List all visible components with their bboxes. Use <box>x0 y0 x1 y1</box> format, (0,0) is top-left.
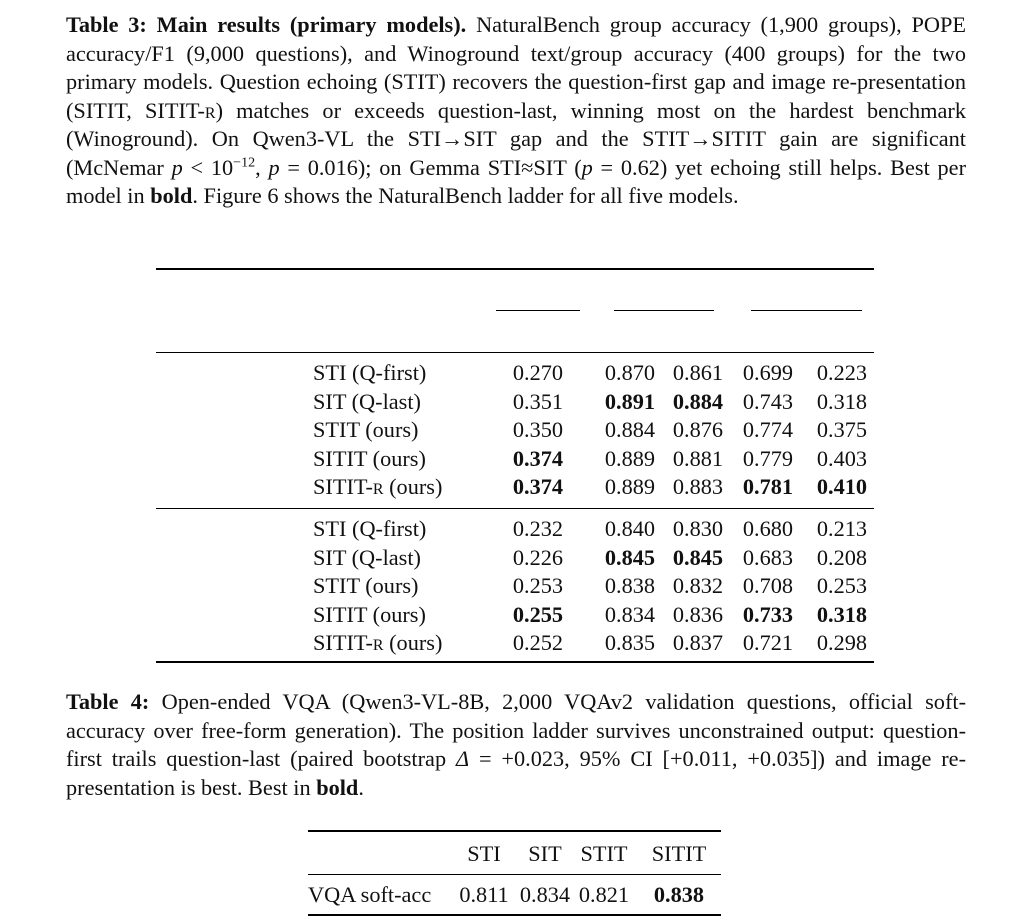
table3-cell: 0.375 <box>816 417 868 443</box>
table3-cell: 0.410 <box>816 474 868 500</box>
table3-cell: 0.837 <box>672 630 724 656</box>
table3-header-rule <box>156 352 874 353</box>
table3-cell: 0.270 <box>512 360 564 385</box>
table3-cell: 0.699 <box>742 360 794 385</box>
table3-cell: 0.881 <box>672 445 724 471</box>
table3-caption-text3: , <box>255 154 269 180</box>
table3-cell: 0.374 <box>512 445 564 471</box>
table3-cell: 0.889 <box>604 445 656 471</box>
table4-cell: 0.821 <box>578 882 630 907</box>
table3-cell: 0.232 <box>512 516 564 541</box>
table4-col-header: STI <box>467 841 501 866</box>
table4-caption-delta: Δ <box>455 746 470 771</box>
table4-top-rule <box>308 830 721 832</box>
table3-cell: 0.374 <box>512 474 564 500</box>
table3-cell: 0.883 <box>672 474 724 500</box>
table3-cell: 0.889 <box>604 474 656 500</box>
table3-cell: 0.884 <box>604 417 656 443</box>
table4-caption-text2: = +0.023, 95% CI [+0.011, +0.035]) and image re-presentation is best. Best in <box>66 746 967 800</box>
table3-caption-exponent: −12 <box>233 155 256 171</box>
table3-cell: 0.838 <box>604 573 656 599</box>
table4 <box>308 830 721 916</box>
table3-cell: 0.253 <box>512 573 564 599</box>
table4-cell: 0.834 <box>519 882 571 907</box>
table3-cell: 0.891 <box>604 388 656 414</box>
table3-caption-p2: p <box>268 154 280 180</box>
table3-cell: 0.223 <box>816 360 868 385</box>
table4-row-label: VQA soft-acc <box>308 882 432 907</box>
table3-cell: 0.226 <box>512 544 564 570</box>
table4-cell: 0.811 <box>459 882 509 907</box>
table3-cell: 0.845 <box>604 544 656 570</box>
table3-cell: 0.680 <box>742 516 794 541</box>
table3-ordering: STI (Q-first) <box>313 360 427 385</box>
table3-ordering: SITIT-r (ours) <box>313 630 443 656</box>
table3-caption-label: Table 3: Main results (primary models). <box>66 12 467 37</box>
table3-cell: 0.253 <box>816 573 868 599</box>
table3-cell: 0.830 <box>672 516 724 541</box>
table4-cell: 0.838 <box>653 882 705 907</box>
table4-caption-bold: bold <box>316 774 359 800</box>
table4-caption-text3: . <box>358 774 364 800</box>
table3-cell: 0.836 <box>672 601 724 627</box>
table3-cell: 0.255 <box>512 601 564 627</box>
table3-cell: 0.683 <box>742 544 794 570</box>
table3-cell: 0.781 <box>742 474 794 500</box>
table3-cell: 0.861 <box>672 360 724 385</box>
table3-caption-text4: = 0.016); on Gemma STI≈SIT ( <box>279 154 582 180</box>
table3-cell: 0.774 <box>742 417 794 443</box>
table3-cell: 0.318 <box>816 601 868 627</box>
table3-ordering: SITIT-r (ours) <box>313 474 443 500</box>
table3-cell: 0.252 <box>512 630 564 656</box>
table3-caption-text2: ) matches or exceeds question-last, winning most on the hardest benchmark (Winoground). On Qwen3-VL the STI→SIT gap and the STIT→SITIT gain are significant (McNemar <box>66 97 966 180</box>
table3-top-rule <box>156 268 874 270</box>
table3-cell: 0.350 <box>512 417 564 443</box>
table3-ordering: SIT (Q-last) <box>313 544 421 570</box>
table3-model-rule <box>156 508 874 509</box>
table3-cell: 0.208 <box>816 544 868 570</box>
table3-caption-p1: p <box>171 154 183 180</box>
table4-col-header: STIT <box>580 841 628 866</box>
table4-col-header: SIT <box>528 841 562 866</box>
table3-cell: 0.721 <box>742 630 794 656</box>
table3-cell: 0.779 <box>742 445 794 471</box>
table3-ordering: SITIT (ours) <box>313 445 426 471</box>
table3-ordering: STI (Q-first) <box>313 516 427 541</box>
table3-bottom-rule <box>156 661 874 663</box>
table3-caption-text6: . Figure 6 shows the NaturalBench ladder for all five models. <box>192 183 739 208</box>
table4-bottom-rule <box>308 914 721 916</box>
table3-caption-bold: bold <box>150 183 193 208</box>
table3-ordering: STIT (ours) <box>313 417 419 443</box>
table3-caption-smallcaps: r <box>204 97 216 123</box>
table4-caption-text: Open-ended VQA (Qwen3-VL-8B, 2,000 VQAv2 validation questions, official soft-accuracy over free-form generation). The position ladder survives unconstrained output: question-first trails question-last (paired bootstrap <box>66 689 966 771</box>
table3-cell: 0.298 <box>816 630 868 656</box>
table3-cell: 0.835 <box>604 630 656 656</box>
table4-header-rule <box>308 874 721 875</box>
table3-caption-lt: < 10 <box>182 154 234 180</box>
table3-group-rule <box>614 310 714 311</box>
table3-cell: 0.840 <box>604 516 656 541</box>
table3-ordering: STIT (ours) <box>313 573 419 599</box>
table3-cell: 0.870 <box>604 360 656 385</box>
table3-group-rule <box>751 310 862 311</box>
table3-cell: 0.403 <box>816 445 868 471</box>
table3-cell: 0.832 <box>672 573 724 599</box>
table3-caption-text5: = 0.62) yet echoing still helps. Best per model in <box>66 154 967 208</box>
table3-cell: 0.834 <box>604 601 656 627</box>
table3-cell: 0.884 <box>672 388 724 414</box>
table3-cell: 0.318 <box>816 388 868 414</box>
table3-cell: 0.351 <box>512 388 564 414</box>
table3-cell: 0.733 <box>742 601 794 627</box>
table3-caption-p3: p <box>581 154 593 180</box>
table3-caption-text: NaturalBench group accuracy (1,900 groups), POPE accuracy/F1 (9,000 questions), and Winoground text/group accuracy (400 groups) for the two primary models. Question echoing (STIT) recovers the question-first gap and image re-presentation (SITIT, SITIT- <box>66 12 966 123</box>
table3-cell: 0.845 <box>672 544 724 570</box>
table3-cell: 0.743 <box>742 388 794 414</box>
table3-group-rule <box>496 310 580 311</box>
table4-caption <box>66 688 966 802</box>
table3-cell: 0.708 <box>742 573 794 599</box>
table3-caption <box>66 11 966 211</box>
table4-caption-label: Table 4: <box>66 689 150 714</box>
table4-col-header: SITIT <box>651 841 707 866</box>
table3-cell: 0.213 <box>816 516 868 541</box>
table3-cell: 0.876 <box>672 417 724 443</box>
table3-ordering: SIT (Q-last) <box>313 388 421 414</box>
table3-ordering: SITIT (ours) <box>313 601 426 627</box>
